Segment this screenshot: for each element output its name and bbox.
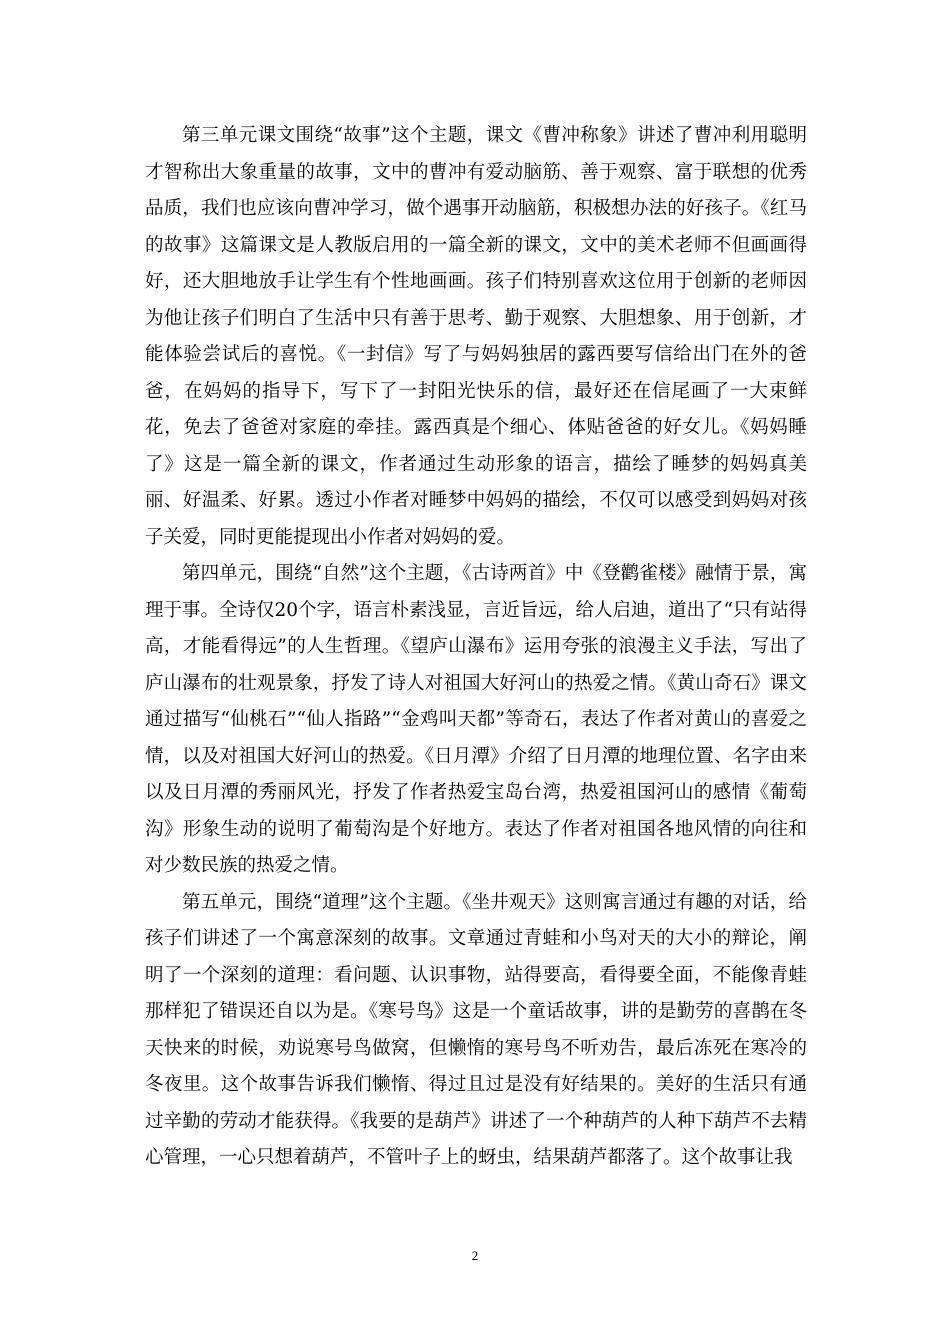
body-text [145, 118, 807, 1177]
paragraph-unit-three: 第三单元课文围绕“故事”这个主题，课文《曹冲称象》讲述了曹冲利用聪明才智称出大象重量的故事，文中的曹冲有爱动脑筋、善于观察、富于联想的优秀品质，我们也应该向曹冲学习，做个遇事开动脑筋，积极想办法的好孩子。《红马的故事》这篇课文是人教版启用的一篇全新的课文，文中的美术老师不但画画得好，还大胆地放手让学生有个性地画画。孩子们特别喜欢这位用于创新的老师因为他让孩子们明白了生活中只有善于思考、勤于观察、大胆想象、用于创新，才能体验尝试后的喜悦。《一封信》写了与妈妈独居的露西要写信给出门在外的爸爸，在妈妈的指导下，写下了一封阳光快乐的信，最好还在信尾画了一大束鲜花，免去了爸爸对家庭的牵挂。露西真是个细心、体贴爸爸的好女儿。《妈妈睡了》这是一篇全新的课文，作者通过生动形象的语言，描绘了睡梦的妈妈真美丽、好温柔、好累。透过小作者对睡梦中妈妈的描绘，不仅可以感受到妈妈对孩子关爱，同时更能提现出小作者对妈妈的爱。 [145, 125, 807, 548]
paragraph-unit-five: 第五单元，围绕“道理”这个主题。《坐井观天》这则寓言通过有趣的对话，给孩子们讲述了一个寓意深刻的故事。文章通过青蛙和小鸟对天的大小的辩论，阐明了一个深刻的道理：看问题、认识事物，站得要高，看得要全面，不能像青蛙那样犯了错误还自以为是。《寒号鸟》这是一个童话故事，讲的是勤劳的喜鹊在冬天快来的时候，劝说寒号鸟做窝，但懒惰的寒号鸟不听劝告，最后冻死在寒冷的冬夜里。这个故事告诉我们懒惰、得过且过是没有好结果的。美好的生活只有通过辛勤的劳动才能获得。《我要的是葫芦》讲述了一个种葫芦的人种下葫芦不去精心管理，一心只想着葫芦，不管叶子上的蚜虫，结果葫芦都落了。这个故事让我 [145, 891, 807, 1168]
paragraph-unit-four: 第四单元，围绕“自然”这个主题，《古诗两首》中《登鹳雀楼》融情于景，寓理于事。全诗仅20个字，语言朴素浅显，言近旨远，给人启迪，道出了“只有站得高，才能看得远”的人生哲理。《望庐山瀑布》运用夸张的浪漫主义手法，写出了庐山瀑布的壮观景象，抒发了诗人对祖国大好河山的热爱之情。《黄山奇石》课文通过描写“仙桃石”“仙人指路”“金鸡叫天都”等奇石，表达了作者对黄山的喜爱之情，以及对祖国大好河山的热爱。《日月潭》介绍了日月潭的地理位置、名字由来以及日月潭的秀丽风光，抒发了作者热爱宝岛台湾，热爱祖国河山的感情《葡萄沟》形象生动的说明了葡萄沟是个好地方。表达了作者对祖国各地风情的向往和对少数民族的热爱之情。 [145, 563, 808, 876]
page-number: 2 [471, 1248, 479, 1263]
